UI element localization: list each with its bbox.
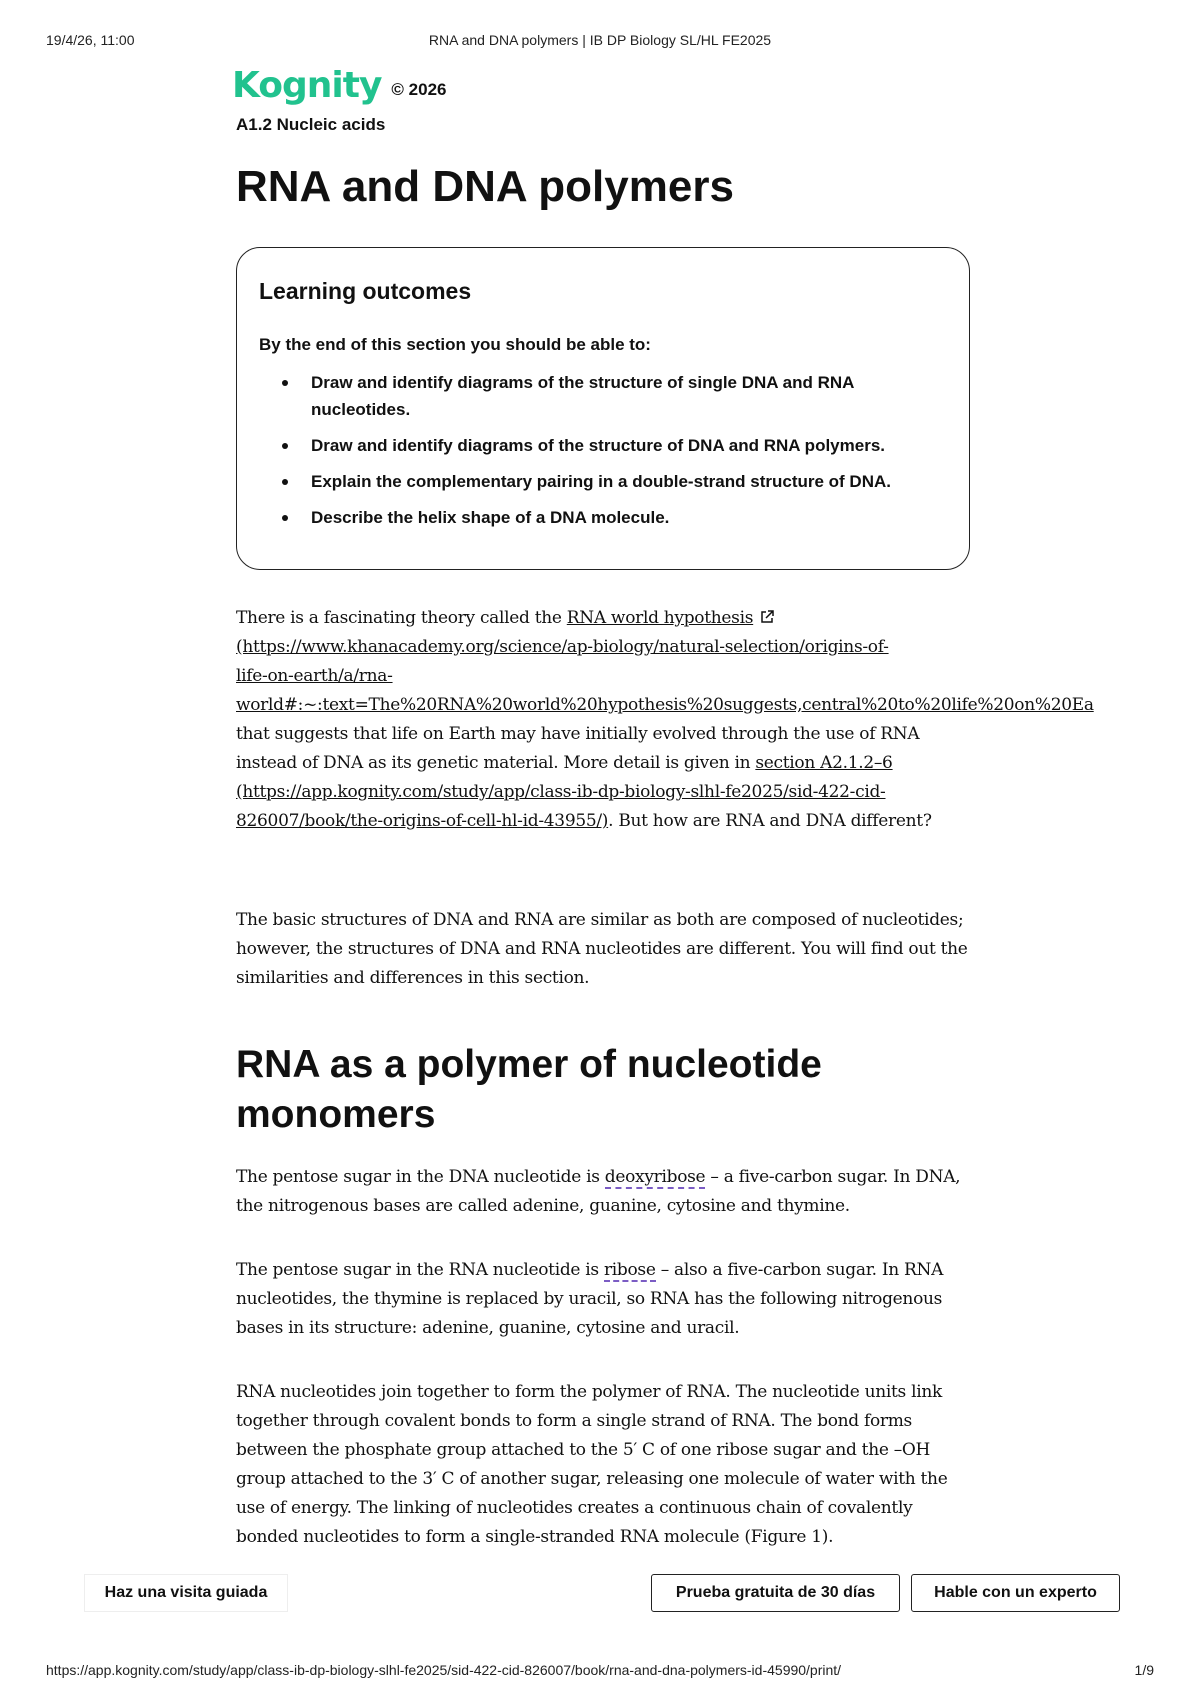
print-page-title: RNA and DNA polymers | IB DP Biology SL/HL FE2025: [428, 32, 772, 48]
free-trial-button[interactable]: Prueba gratuita de 30 días: [651, 1574, 900, 1612]
glossary-term-deoxyribose[interactable]: deoxyribose: [604, 1167, 706, 1187]
intro-text: [236, 604, 1094, 836]
print-footer: [46, 1662, 1154, 1682]
learning-outcomes-list: [259, 369, 947, 540]
section-paragraph-3: RNA nucleotides join together to form the polymer of RNA. The nucleotide units link together through covalent bonds to form a single strand of RNA. The bond forms between the phosphate group attached to the 5′ C of one ribose sugar and the –OH group attached to the 3′ C of another sugar, releasing one molecule of water with the use of energy. The linking of nucleotides creates a continuous chain of covalently bonded nucleotides to form a single-stranded RNA molecule (Figure 1).: [236, 1382, 948, 1547]
breadcrumb: A1.2 Nucleic acids: [236, 115, 386, 134]
rna-world-url-line: life-on-earth/a/rna-: [236, 666, 393, 686]
section-paragraph-1: [236, 1163, 976, 1221]
rna-world-link-text: RNA world hypothesis: [566, 608, 754, 628]
intro-paragraph-2-block: [236, 906, 976, 993]
kognity-logo[interactable]: Kognity: [232, 65, 382, 106]
section-heading: RNA as a polymer of nucleotide monomers: [236, 1043, 822, 1136]
rna-world-url-line: (https://www.khanacademy.org/science/ap-biology/natural-selection/origins-of-: [236, 637, 889, 657]
section-paragraph-1-block: [236, 1163, 976, 1221]
glossary-term-ribose[interactable]: ribose: [603, 1260, 656, 1280]
section-a2-url: (https://app.kognity.com/study/app/class-ib-dp-biology-slhl-fe2025/sid-422-cid-826007/book/the-origins-of-cell-hl-id-43955/): [236, 782, 886, 831]
intro-p1-mid: that suggests that life on Earth may have initially evolved through the use of RNA instead of DNA as its genetic material. More detail is given in: [236, 724, 920, 773]
print-url: https://app.kognity.com/study/app/class-ib-dp-biology-slhl-fe2025/sid-422-cid-826007/book/rna-and-dna-polymers-id-45990/print/: [46, 1662, 842, 1678]
section-paragraph-2-block: [236, 1256, 976, 1343]
section-p1-start: The pentose sugar in the DNA nucleotide is: [236, 1167, 605, 1187]
guided-tour-button[interactable]: Haz una visita guiada: [84, 1574, 288, 1612]
section-paragraph-3-block: [236, 1378, 976, 1552]
section-p2-start: The pentose sugar in the RNA nucleotide is: [236, 1260, 604, 1280]
print-datetime: 19/4/26, 11:00: [46, 32, 135, 48]
page-title: RNA and DNA polymers: [236, 162, 734, 211]
section-p2-end: – also a five-carbon sugar. In RNA nucleotides, the thymine is replaced by uracil, so RNA has the following nitrogenous bases in its structure: adenine, guanine, cytosine and uracil.: [236, 1260, 944, 1338]
intro-paragraph-2: The basic structures of DNA and RNA are similar as both are composed of nucleotides; however, the structures of DNA and RNA nucleotides are different. You will find out the similarities and differences in this section.: [236, 910, 968, 988]
page-number: 1/9: [1134, 1662, 1154, 1678]
intro-p1-start: There is a fascinating theory called the: [236, 608, 567, 628]
external-link-icon: [759, 609, 775, 625]
brand-row: [232, 56, 447, 106]
learning-outcome-item: Draw and identify diagrams of the structure of single DNA and RNA nucleotides.: [311, 369, 947, 423]
talk-to-expert-button[interactable]: Hable con un experto: [911, 1574, 1120, 1612]
section-paragraph-2: [236, 1256, 976, 1343]
learning-outcomes-intro: By the end of this section you should be able to:: [259, 335, 651, 354]
intro-paragraph-1: [236, 604, 1094, 836]
intro-p1-end: . But how are RNA and DNA different?: [608, 811, 932, 831]
section-p1-end: – a five-carbon sugar. In DNA, the nitrogenous bases are called adenine, guanine, cytosine and thymine.: [236, 1167, 961, 1216]
learning-outcome-item: Explain the complementary pairing in a double-strand structure of DNA.: [311, 468, 947, 495]
learning-outcomes-heading: Learning outcomes: [259, 278, 472, 304]
learning-outcomes-box: [236, 247, 970, 570]
print-header: [46, 32, 1154, 52]
rna-world-url-line: world#:~:text=The%20RNA%20world%20hypothesis%20suggests,central%20to%20life%20on%20Ea: [236, 695, 1094, 715]
learning-outcome-item: Draw and identify diagrams of the structure of DNA and RNA polymers.: [311, 432, 947, 459]
section-a2-link-text: section A2.1.2–6: [755, 753, 893, 773]
learning-outcome-item: Describe the helix shape of a DNA molecule.: [311, 504, 947, 531]
copyright-notice: © 2026: [391, 80, 447, 99]
